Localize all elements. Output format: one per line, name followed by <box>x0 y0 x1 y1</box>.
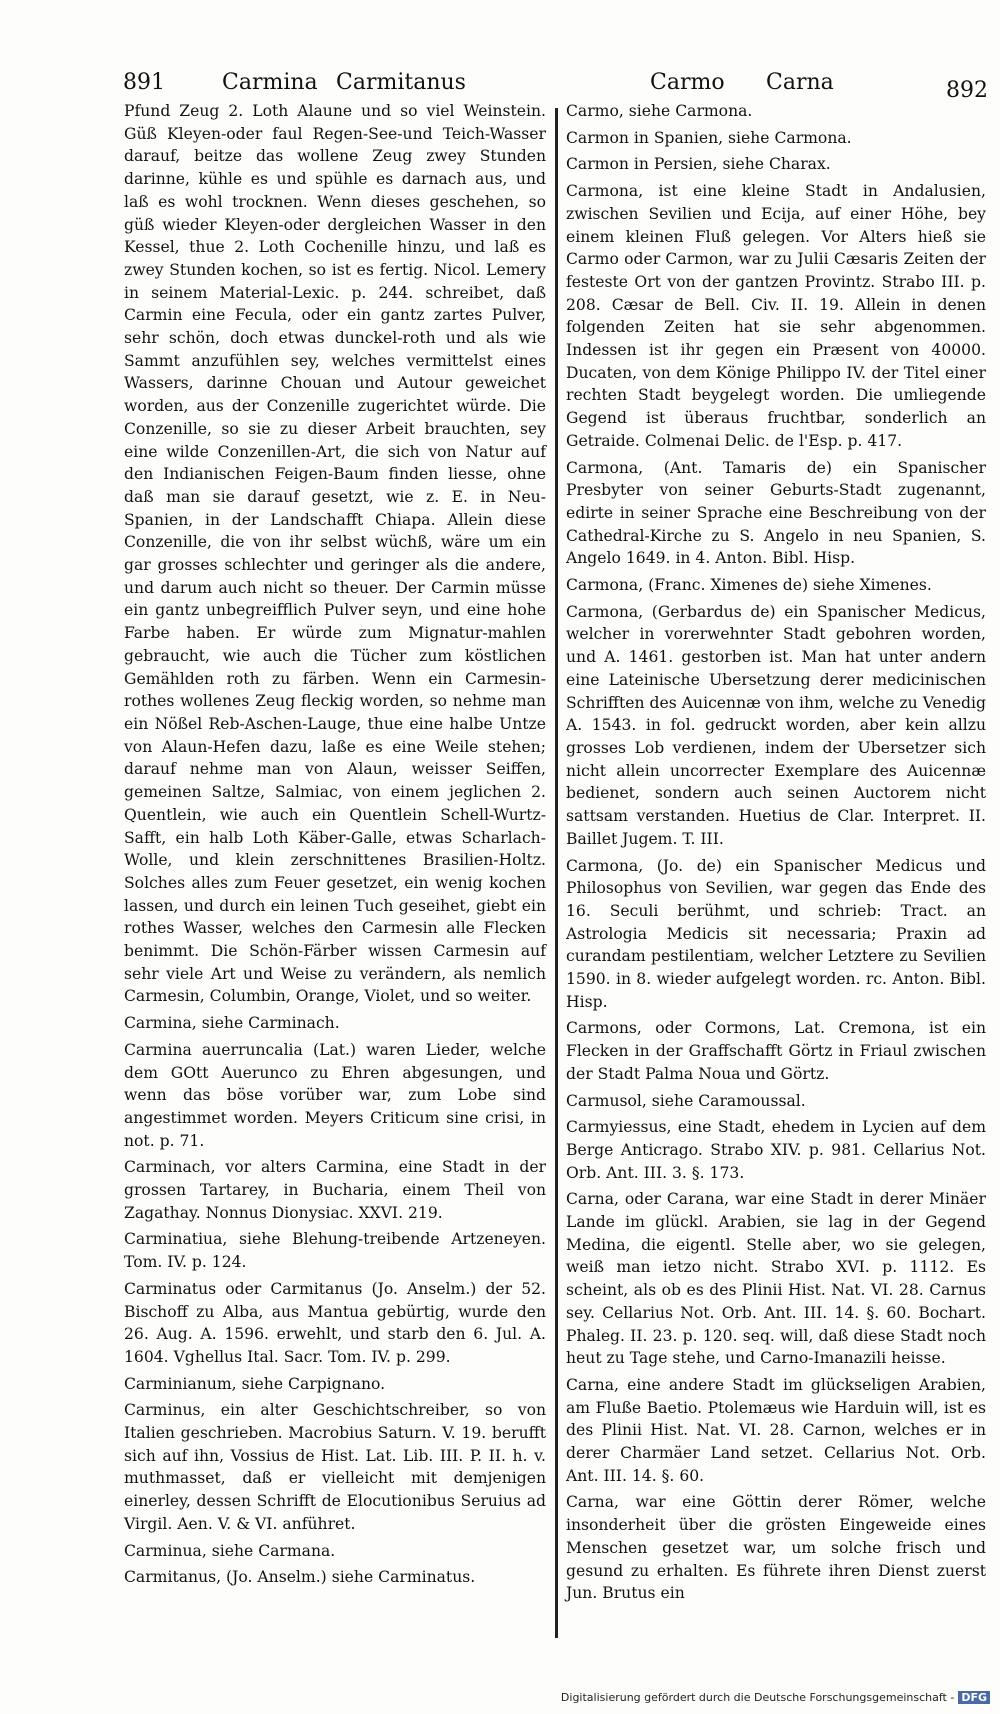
right-entry: Carmona, (Ant. Tamaris de) ein Spanischer Presbyter von seiner Geburts-Stadt zugenannt, edirte in seiner Sprache eine Beschreibung von der Cathedral-Kirche zu S. Angelo in neu Spanien, S. Angelo 1649. in 4. Anton. Bibl. Hisp. <box>566 458 986 568</box>
right-entry: Carmona, (Franc. Ximenes de) siehe Ximenes. <box>566 576 932 595</box>
left-entry: Carminach, vor alters Carmina, eine Stadt in der grossen Tartarey, in Bucharia, einem Theil von Zagathay. Nonnus Dionysiac. XXVI. 219. <box>124 1158 546 1222</box>
right-entry: Carna, oder Carana, war eine Stadt in derer Minäer Lande im glückl. Arabien, sie lag in der Gegend Medina, die eigentl. Stelle aber, wo sie gelegen, weiß man ietzo nicht. Strabo XVI. p. 1112. Es scheint, als ob es des Plinii Hist. Nat. VI. 28. Carnus sey. Cellarius Not. Orb. Ant. III. 14. §. 60. Bochart. Phaleg. II. 23. p. 120. seq. will, daß diese Stadt noch heut zu Tage stehe, und Carno-Imanazili heisse. <box>566 1190 986 1368</box>
column-divider <box>555 108 558 1638</box>
right-entry: Carmona, ist eine kleine Stadt in Andalusien, zwischen Sevilien und Ecija, auf einer Höhe, bey einem kleinen Fluß gelegen. Vor Alters hieß sie Carmo oder Carmon, war zu Julii Cæsaris Zeiten der festeste Ort von der gantzen Provintz. Strabo III. p. 208. Cæsar de Bell. Civ. II. 19. Allein in denen folgenden Zeiten hat sie sehr abgenommen. Indessen ist ihr gegen ein Præsent von 40000. Ducaten, von dem Könige Philippo IV. der Titel einer rechten Stadt beygelegt worden. Die umliegende Gegend ist überaus fruchtbar, sonderlich an Getraide. Colmenai Delic. de l'Esp. p. 417. <box>566 182 986 450</box>
right-running-head-1: Carmo <box>650 70 725 95</box>
right-column <box>566 100 986 1609</box>
right-entry: Carna, eine andere Stadt im glückseligen Arabien, am Fluße Baetio. Ptolemæus wie Harduin will, ist es des Plinii Hist. Nat. VI. 28. Carnon, welches er in derer Charmäer Land setzet. Cellarius Not. Orb. Ant. III. 14. §. 60. <box>566 1375 986 1485</box>
left-running-head-1: Carmina <box>222 70 318 95</box>
left-entry: Carmina, siehe Carminach. <box>124 1014 340 1033</box>
right-entry: Carmo, siehe Carmona. <box>566 102 753 120</box>
left-entry: Carmina auerruncalia (Lat.) waren Lieder, welche dem GOtt Auerunco zu Ehren abgesungen, und wenn das böse vorüber war, zum Lobe sind angestimmet worden. Meyers Criticum sine crisi, in not. p. 71. <box>124 1040 546 1150</box>
left-entry: Carminua, siehe Carmana. <box>124 1541 336 1560</box>
right-entry: Carmon in Spanien, siehe Carmona. <box>566 128 852 147</box>
left-entry: Carminatiua, siehe Blehung-treibende Artzeneyen. Tom. IV. p. 124. <box>124 1230 546 1272</box>
right-entry: Carna, war eine Göttin derer Römer, welche insonderheit über die grösten Eingeweide eines Menschen gesetzet war, um solche frisch und gesund zu erhalten. Es führete ihren Dienst zuerst Jun. Brutus ein <box>566 1493 986 1603</box>
left-column <box>124 100 546 1593</box>
right-page-number: 892 <box>946 78 988 103</box>
left-entry: Carminatus oder Carmitanus (Jo. Anselm.) der 52. Bischoff zu Alba, aus Mantua gebürtig, wurde den 26. Aug. A. 1596. erwehlt, und starb den 6. Jul. A. 1604. Vghellus Ital. Sacr. Tom. IV. p. 299. <box>124 1279 546 1366</box>
left-entry: Carmitanus, (Jo. Anselm.) siehe Carminatus. <box>124 1568 476 1587</box>
left-page-number: 891 <box>123 70 165 95</box>
right-entry: Carmons, oder Cormons, Lat. Cremona, ist ein Flecken in der Graffschafft Görtz in Friaul zwischen der Stadt Palma Noua und Görtz. <box>566 1019 986 1083</box>
right-entry: Carmusol, siehe Caramoussal. <box>566 1091 806 1110</box>
left-entry: Carminianum, siehe Carpignano. <box>124 1374 386 1393</box>
right-entry: Carmona, (Jo. de) ein Spanischer Medicus und Philosophus von Sevilien, war gegen das Ende des 16. Seculi berühmt, und schrieb: Tract. an Astrologia Medicis sit necessaria; Praxin ad curandam pestilentiam, welcher Letztere zu Sevilien 1590. in 8. wieder aufgelegt worden. rc. Anton. Bibl. Hisp. <box>566 856 986 1011</box>
left-entry: Pfund Zeug 2. Loth Alaune und so viel Weinstein. Güß Kleyen-oder faul Regen-See-und Teich-Wasser darauf, beitze das wollene Zeug zwey Stunden darinne, kühle es und spühle es darnach aus, und laß es wohl trocknen. Wenn dieses geschehen, so güß wieder Kleyen-oder dergleichen Wasser in den Kessel, thue 2. Loth Cochenille hinzu, und laß es zwey Stunden kochen, so ist es fertig. Nicol. Lemery in seinem Material-Lexic. p. 244. schreibet, daß Carmin eine Fecula, oder ein gantz zartes Pulver, sehr schön, doch etwas dunckel-roth und als wie Sammt anzufühlen sey, welches vermittelst eines Wassers, darinne Chouan und Autour geweichet worden, aus der Conzenille zugerichtet würde. Die Conzenille, so sie zu dieser Arbeit brauchten, sey eine wilde Conzenillen-Art, die sich von Natur auf den Indianischen Feigen-Baum finden liesse, ohne daß man sie darauf gesetzt, wie z. E. in Neu-Spanien, in der Landschafft Chiapa. Allein diese Conzenille, die von ihr selbst wüchß, wäre um ein gar grosses schlechter und geringer als die andere, und darum auch nicht so theuer. Der Carmin müsse ein gantz unbegreifflich Pulver seyn, und eine hohe Farbe haben. Er würde zum Mignatur-mahlen gebraucht, wie auch die Tücher zum köstlichen Gemählden roth zu färben. Wenn ein Carmesin-rothes wollenes Zeug fleckig worden, so nehme man ein Nößel Reb-Aschen-Lauge, thue eine halbe Untze von Alaun-Hefen dazu, laße es eine Weile stehen; darauf nehme man von Alaun, weisser Seiffen, gemeinen Saltze, Salmiac, von einem jeglichen 2. Quentlein, wie auch ein Quentlein Schell-Wurtz-Safft, ein halb Loth Käber-Galle, etwas Scharlach-Wolle, und klein zerschnittenes Brasilien-Holtz. Solches alles zum Feuer gesetzet, ein wenig kochen lassen, und durch ein leinen Tuch geseihet, giebt ein rothes Wasser, welches den Carmesin alle Flecken benimmt. Die Schön-Färber wissen Carmesin auf sehr viele Art und Weise zu verändern, als nemlich Carmesin, Columbin, Orange, Violet, und so weiter. <box>124 102 546 1006</box>
right-entry: Carmyiessus, eine Stadt, ehedem in Lycien auf dem Berge Anticrago. Strabo XIV. p. 981. Cellarius Not. Orb. Ant. III. 3. §. 173. <box>566 1118 986 1182</box>
dfg-logo: DFG <box>958 1691 990 1704</box>
right-entry: Carmona, (Gerbardus de) ein Spanischer Medicus, welcher in vorerwehnter Stadt gebohren worden, und A. 1461. gestorben ist. Man hat unter andern eine Lateinische Ubersetzung derer medicinischen Schrifften des Auicennæ von ihm, welche zu Venedig A. 1543. in fol. gedruckt worden, aber kein allzu grosses Lob verdienen, indem der Ubersetzer sich nicht allein uncorrecter Exemplare des Auicennæ bedienet, sondern auch seinen Auctorem nicht sattsam verstanden. Huetius de Clar. Interpret. II. Baillet Jugem. T. III. <box>566 602 986 848</box>
digitization-credit <box>561 1691 990 1704</box>
right-entry: Carmon in Persien, siehe Charax. <box>566 155 831 174</box>
left-running-head-2: Carmitanus <box>336 70 466 95</box>
right-running-head-2: Carna <box>766 70 834 95</box>
credit-text: Digitalisierung gefördert durch die Deutsche Forschungsgemeinschaft - <box>560 1691 955 1704</box>
left-entry: Carminus, ein alter Geschichtschreiber, so von Italien geschrieben. Macrobius Saturn. V. 19. berufft sich auf ihn, Vossius de Hist. Lat. Lib. III. P. II. h. v. muthmasset, daß er vielleicht mit demjenigen einerley, dessen Schrifft de Elocutionibus Seruius ad Virgil. Aen. V. & VI. anführet. <box>124 1401 546 1533</box>
